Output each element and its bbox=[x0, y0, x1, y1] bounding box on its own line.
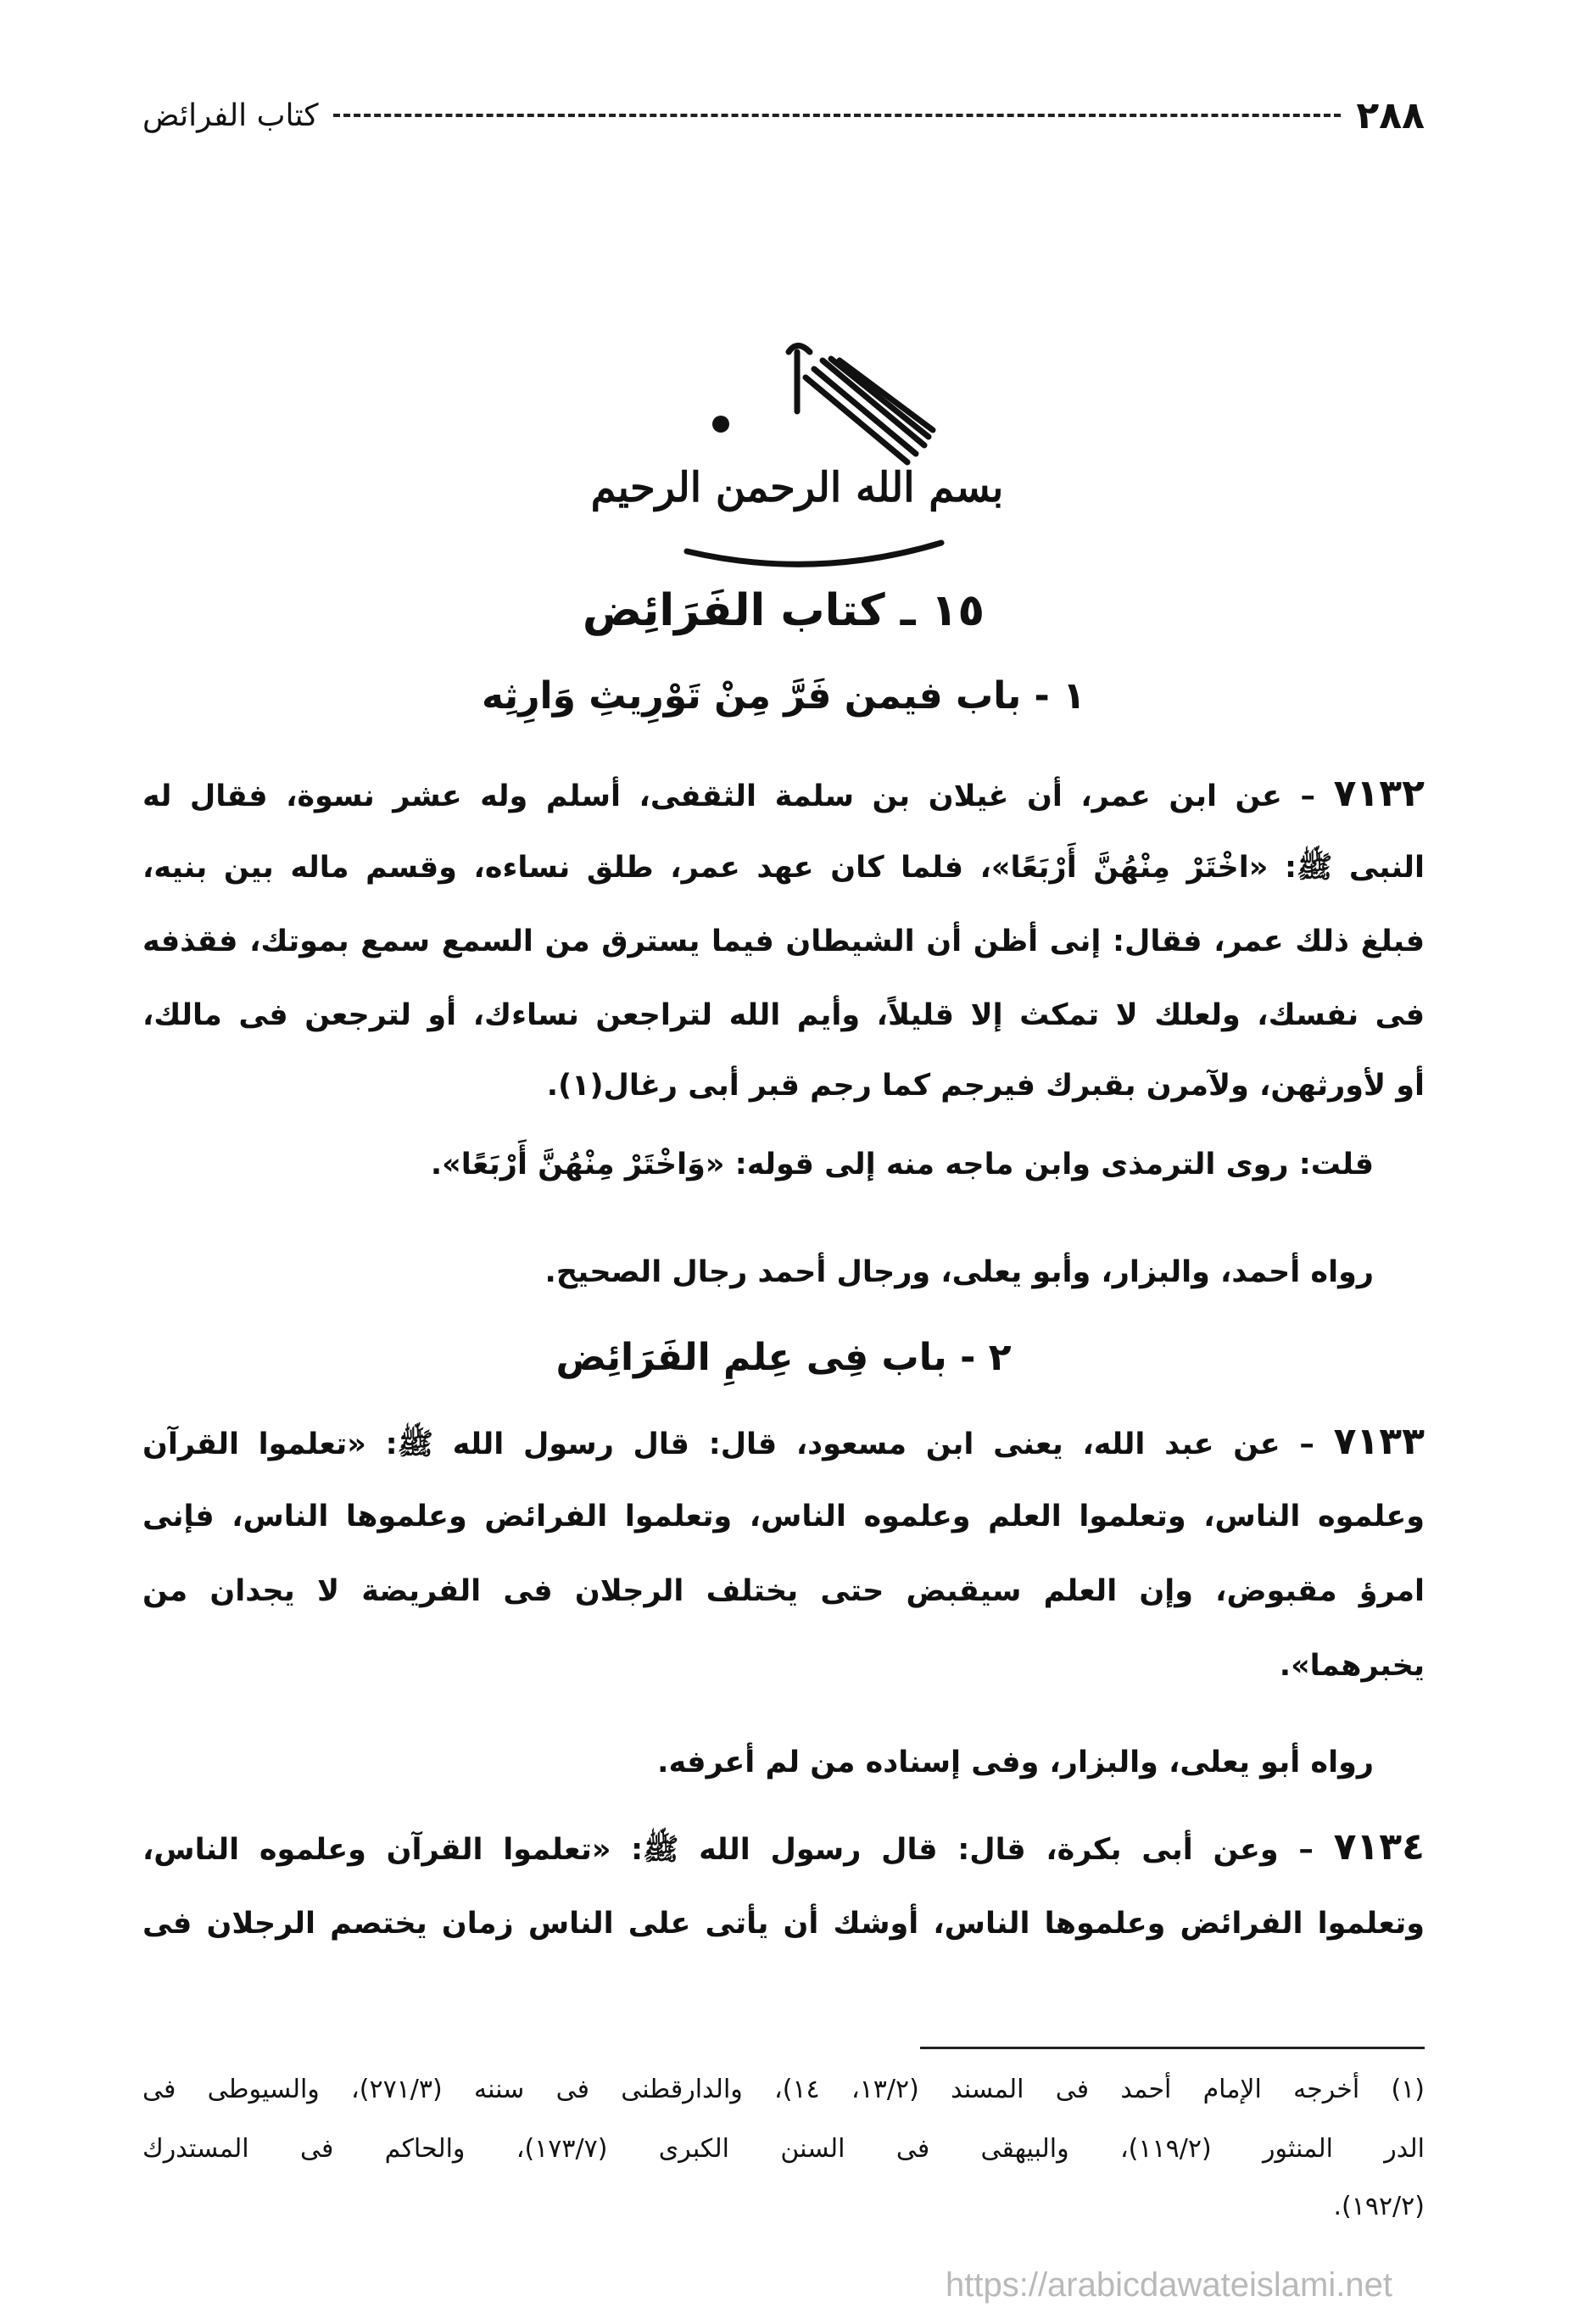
footnote-rule bbox=[920, 2047, 1425, 2049]
hadith-7132-line-4: فى نفسك، ولعلك لا تمكث إلا قليلاً، وأيم الله لتراجعن نساءك، أو لترجعن فى مالك، bbox=[142, 998, 1425, 1032]
header-dashed-rule bbox=[333, 114, 1341, 117]
running-header bbox=[142, 92, 1425, 139]
hadith-7134-line-1: ٧١٣٤ – وعن أبى بكرة، قال: قال رسول الله ﷺ: «تعلموا القرآن وعلموه الناس، bbox=[142, 1825, 1425, 1869]
basmala-calligraphy-icon bbox=[585, 335, 1009, 581]
chapter-title: ١٥ ـ كتاب الفَرَائِض bbox=[582, 585, 985, 636]
footnote-line-1: (١) أخرجه الإمام أحمد فى المسند (١٣/٢، ١٤)، والدارقطنى فى سننه (٢٧١/٣)، والسيوطى فى bbox=[142, 2075, 1425, 2104]
hadith-7132-narration: رواه أحمد، والبزار، وأبو يعلى، ورجال أحمد رجال الصحيح. bbox=[544, 1255, 1374, 1289]
hadith-7132-line-3: فبلغ ذلك عمر، فقال: إنى أظن أن الشيطان فيما يسترق من السمع سمع بموتك، فقذفه bbox=[142, 925, 1425, 958]
basmala-calligraphy bbox=[585, 335, 1009, 581]
footnote-line-3: (١٩٢/٢). bbox=[1333, 2192, 1425, 2221]
hadith-number: ٧١٣٢ bbox=[1333, 772, 1425, 815]
footnote-line-2: الدر المنثور (١١٩/٢)، والبيهقى فى السنن الكبرى (١٧٣/٧)، والحاكم فى المستدرك bbox=[142, 2134, 1425, 2164]
hadith-7132-line-2: النبى ﷺ: «اخْتَرْ مِنْهُنَّ أَرْبَعًا»، فلما كان عهد عمر، طلق نساءه، وقسم ماله بين بنيه، bbox=[142, 851, 1425, 885]
section-title-1: ١ - باب فيمن فَرَّ مِنْ تَوْرِيثِ وَارِثِه bbox=[482, 674, 1085, 718]
hadith-7132-line-1: ٧١٣٢ – عن ابن عمر، أن غيلان بن سلمة الثقفى، أسلم وله عشر نسوة، فقال له bbox=[142, 772, 1425, 815]
page-number: ٢٨٨ bbox=[1356, 93, 1425, 137]
hadith-7133-narration: رواه أبو يعلى، والبزار، وفى إسناده من لم أعرفه. bbox=[657, 1746, 1374, 1779]
hadith-number: ٧١٣٣ bbox=[1333, 1420, 1425, 1463]
hadith-7132-line-5: أو لأورثهن، ولآمرن بقبرك فيرجم كما رجم قبر أبى رغال(١). bbox=[546, 1069, 1425, 1103]
section-title-2: ٢ - باب فِى عِلمِ الفَرَائِض bbox=[555, 1336, 1012, 1379]
hadith-7133-line-1: ٧١٣٣ – عن عبد الله، يعنى ابن مسعود، قال: قال رسول الله ﷺ: «تعلموا القرآن bbox=[142, 1420, 1425, 1463]
watermark-url: https://arabicdawateislami.net bbox=[946, 2266, 1392, 2304]
qult-note: قلت: روى الترمذى وابن ماجه منه إلى قوله: «وَاخْتَرْ مِنْهُنَّ أَرْبَعًا». bbox=[430, 1148, 1374, 1182]
running-book-title: كتاب الفرائض bbox=[142, 98, 319, 133]
hadith-7134-line-2: وتعلموا الفرائض وعلموها الناس، أوشك أن يأتى على الناس زمان يختصم الرجلان فى bbox=[142, 1907, 1425, 1941]
basmala-text: بسم الله الرحمن الرحيم bbox=[590, 464, 1004, 511]
hadith-7133-line-2: وعلموه الناس، وتعلموا العلم وعلموه الناس، وتعلموا الفرائض وعلموها الناس، فإنى bbox=[142, 1500, 1425, 1534]
hadith-7133-line-3: امرؤ مقبوض، وإن العلم سيقبض حتى يختلف الرجلان فى الفريضة لا يجدان من bbox=[142, 1574, 1425, 1608]
hadith-7133-line-4: يخبرهما». bbox=[1279, 1649, 1425, 1683]
hadith-number: ٧١٣٤ bbox=[1333, 1825, 1425, 1869]
